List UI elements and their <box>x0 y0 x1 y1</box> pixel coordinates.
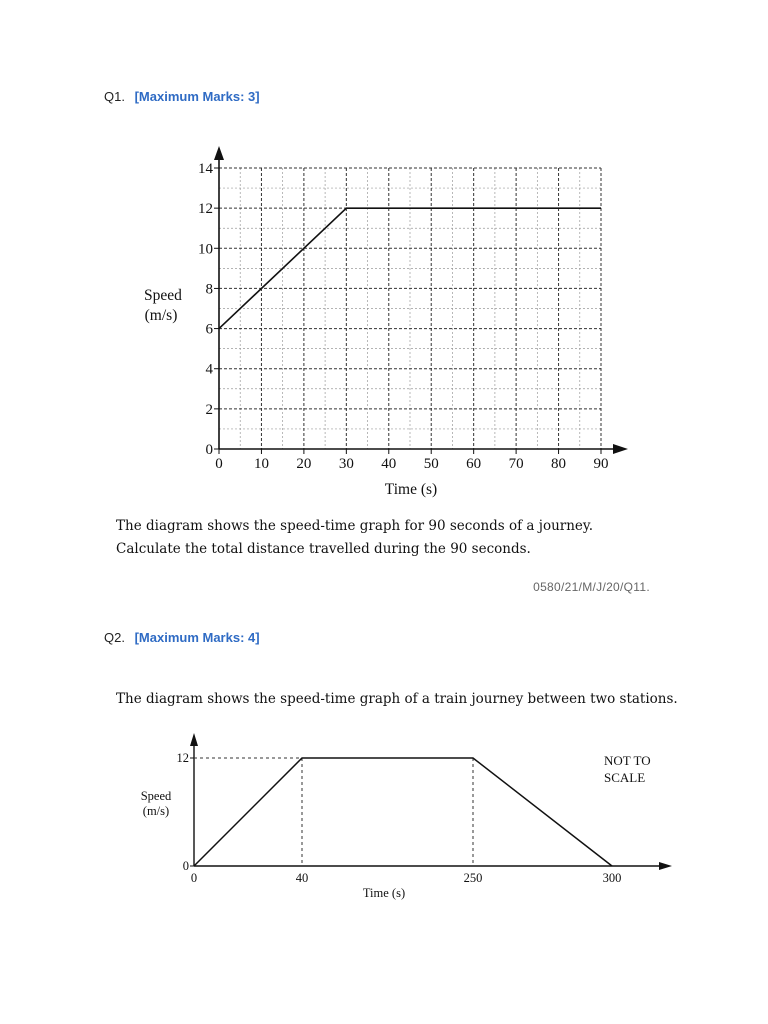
x-tick-label: 80 <box>551 456 567 472</box>
not-to-scale-note-line2: SCALE <box>604 770 646 785</box>
y-tick-label: 10 <box>198 241 213 258</box>
y-tick-label: 12 <box>176 751 189 765</box>
x-tick-label: 0 <box>190 871 198 885</box>
series-line <box>194 758 612 866</box>
q1-text-line1: The diagram shows the speed-time graph for 90 seconds of a journey. <box>116 518 594 534</box>
y-axis-arrow <box>190 733 198 746</box>
x-tick-label: 20 <box>296 456 312 472</box>
x-axis-label: Time (s) <box>384 481 438 498</box>
x-tick-label: 30 <box>338 456 354 472</box>
x-tick-label: 70 <box>508 456 524 472</box>
q2-marks: [Maximum Marks: 4] <box>134 630 260 645</box>
q1-reference: 0580/21/M/J/20/Q11. <box>533 580 650 594</box>
y-tick-label: 8 <box>205 281 213 298</box>
y-tick-label: 2 <box>205 401 213 418</box>
x-tick-label: 10 <box>253 456 269 472</box>
x-axis-label: Time (s) <box>362 886 406 900</box>
y-tick-label: 12 <box>198 201 213 218</box>
y-tick-label: 14 <box>198 161 213 177</box>
x-tick-label: 40 <box>295 871 309 885</box>
x-tick-label: 0 <box>215 456 223 472</box>
y-axis-label-line2: (m/s) <box>144 307 178 324</box>
x-tick-label: 50 <box>423 456 439 472</box>
q1-number: Q1. <box>104 89 125 104</box>
not-to-scale-note-line1: NOT TO <box>604 753 651 768</box>
q2-question-text: The diagram shows the speed-time graph of a train journey between two stations. <box>116 691 678 707</box>
q1-marks: [Maximum Marks: 3] <box>134 89 260 104</box>
x-tick-label: 250 <box>463 871 483 885</box>
x-tick-label: 60 <box>466 456 482 472</box>
y-axis-label-line1: Speed <box>140 789 172 803</box>
x-tick-label: 300 <box>602 871 622 885</box>
y-tick-label: 4 <box>205 361 213 378</box>
q1-text-line2: Calculate the total distance travelled during the 90 seconds. <box>116 541 531 557</box>
y-tick-label: 0 <box>205 442 213 458</box>
y-tick-label: 0 <box>182 859 189 873</box>
y-tick-label: 6 <box>205 321 213 338</box>
x-tick-label: 40 <box>381 456 397 472</box>
x-tick-label: 90 <box>593 456 609 472</box>
y-axis-label-line2: (m/s) <box>142 804 170 818</box>
y-axis-label-line1: Speed <box>144 287 182 304</box>
q2-number: Q2. <box>104 630 125 645</box>
x-axis-arrow <box>659 862 672 870</box>
